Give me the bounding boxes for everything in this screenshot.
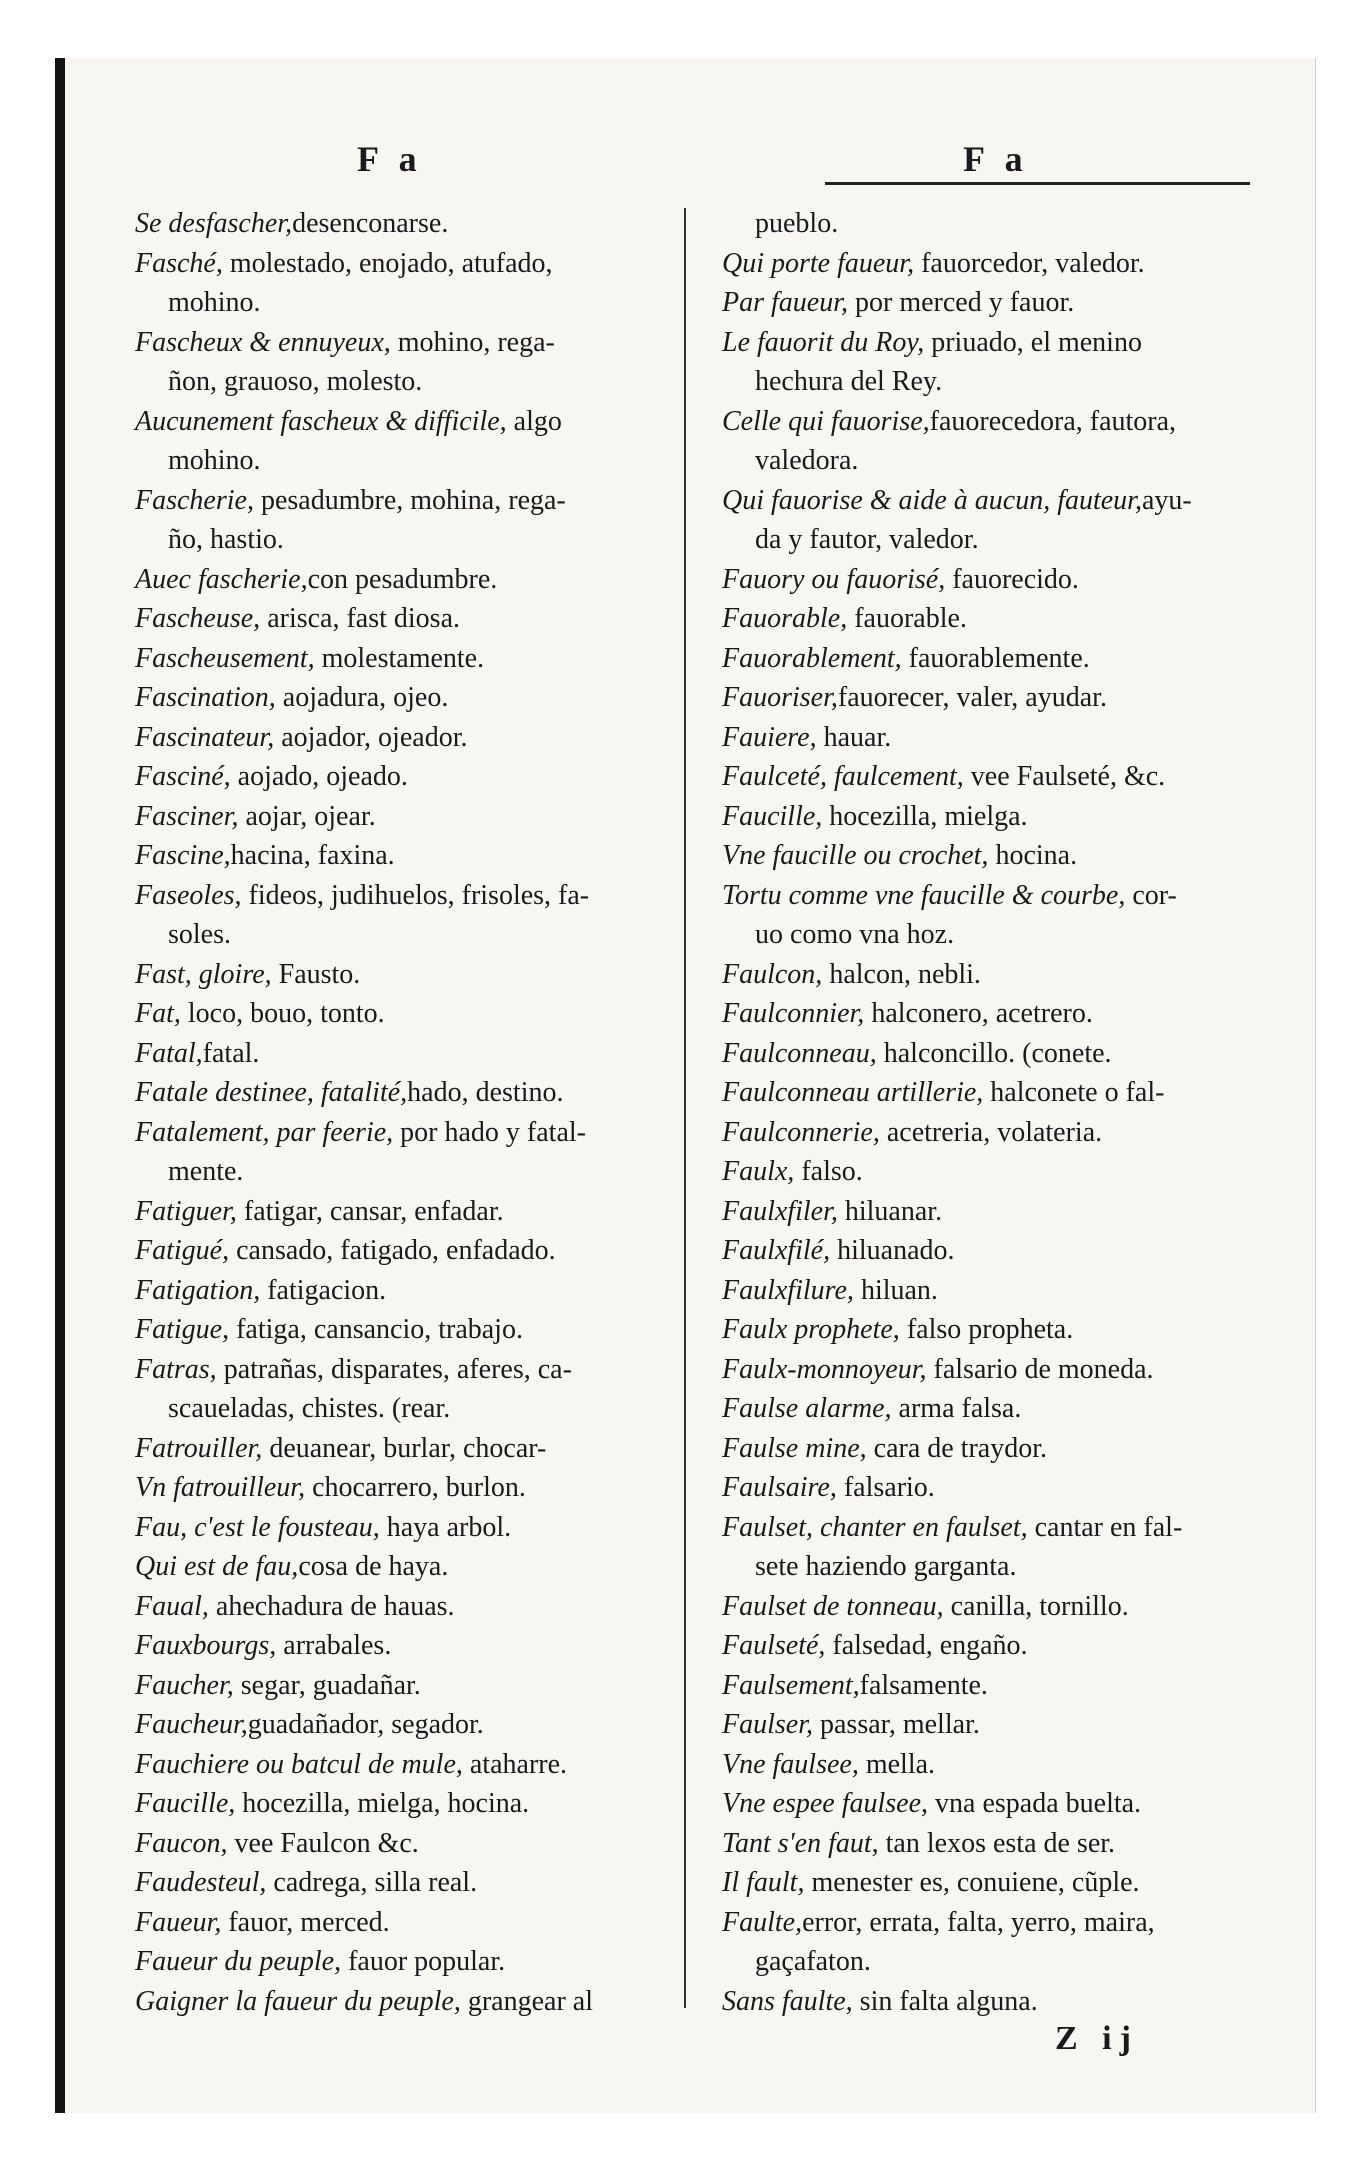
translation: sete haziendo garganta. [755,1551,1017,1582]
dictionary-line [722,1903,1262,1943]
translation: cantar en fal- [1027,1511,1183,1543]
headword: Faulsement, [722,1669,860,1701]
headword: Faulxfilure, [722,1274,854,1306]
translation: chocarrero, burlon. [305,1472,526,1503]
dictionary-line [722,323,1262,363]
dictionary-line [722,481,1262,521]
translation: hado, destino. [407,1077,564,1108]
translation: halcon, nebli. [822,958,981,990]
dictionary-line [722,797,1262,837]
translation: fauorablemente. [901,642,1090,674]
translation: aojador, ojeador. [274,721,468,753]
dictionary-line [722,1547,1262,1587]
translation: hocezilla, mielga, hocina. [235,1788,530,1819]
dictionary-line [135,1468,660,1508]
dictionary-line [135,204,660,244]
headword: Fauchiere ou batcul de mule, [135,1748,463,1780]
headword: Fauory ou fauorisé, [722,563,946,595]
translation: falsario de moneda. [926,1353,1154,1385]
headword: Fatal, [135,1037,203,1069]
headword: Qui porte faueur, [722,247,915,279]
headword: Fascine, [135,840,231,871]
headword: Fatigation, [135,1274,261,1306]
dictionary-line [722,1310,1262,1350]
headword: Qui fauorise & aide à aucun, fauteur, [722,484,1142,516]
translation: hiluanar. [837,1195,943,1227]
translation: fauorable. [847,603,967,634]
translation: mohino. [168,287,261,318]
dictionary-line [135,1152,660,1192]
translation: molestado, enojado, atufado, [222,247,553,279]
headword: Faual, [135,1590,209,1622]
translation: halconero, acetrero. [864,998,1093,1029]
translation: segar, guadañar. [233,1669,421,1701]
headword: Fauxbourgs, [135,1630,277,1661]
headword: Fatigué, [135,1235,230,1266]
translation: menester es, conuiene, cũple. [804,1867,1140,1898]
dictionary-line [135,797,660,837]
headword: Se desfascher, [135,208,293,239]
dictionary-line [722,1429,1262,1469]
translation: fideos, judihuelos, frisoles, fa- [241,879,590,911]
headword: Faulse alarme, [722,1393,892,1424]
dictionary-line [135,757,660,797]
dictionary-line [722,560,1262,600]
dictionary-line [135,1113,660,1153]
headword: Vne faucille ou crochet, [722,840,989,871]
translation: haya arbol. [379,1511,512,1543]
dictionary-line [722,1666,1262,1706]
dictionary-line [722,520,1262,560]
dictionary-line [722,1942,1262,1982]
translation: gaçafaton. [755,1946,871,1977]
headword: Fascheux & ennuyeux, [135,326,391,358]
dictionary-line [135,1863,660,1903]
headword: Qui est de fau, [135,1551,299,1582]
translation: aojadura, ojeo. [275,682,449,713]
dictionary-line [135,1784,660,1824]
translation: pueblo. [755,208,839,239]
dictionary-line [135,323,660,363]
translation: falso. [794,1156,863,1187]
headword: Faucille, [135,1788,236,1819]
dictionary-line [135,1903,660,1943]
dictionary-line [722,1034,1262,1074]
translation: fatal. [202,1037,260,1069]
headword: Fascheusement, [135,642,315,674]
translation: tan lexos esta de ser. [878,1827,1116,1859]
translation: Fausto. [271,958,361,990]
headword: Faulconneau artillerie, [722,1077,984,1108]
dictionary-line [722,678,1262,718]
translation: fauorcedor, valedor. [914,247,1145,279]
headword: Auec fascherie, [135,563,308,595]
translation: fauor popular. [341,1946,506,1977]
dictionary-line [722,1863,1262,1903]
dictionary-line [135,639,660,679]
dictionary-line [722,1784,1262,1824]
dictionary-line [135,1310,660,1350]
dictionary-line [135,1666,660,1706]
column-divider [684,208,686,2008]
headword: Sans faulte, [722,1985,853,2017]
dictionary-line [135,994,660,1034]
headword: Par faueur, [722,287,848,318]
headword: Faulconneau, [722,1037,877,1069]
translation: con pesadumbre. [307,563,498,595]
translation: mohino. [168,445,261,476]
translation: fatigar, cansar, enfadar. [236,1195,504,1227]
right-column [722,204,1262,2021]
dictionary-line [135,1073,660,1113]
headword: Fat, [135,998,181,1029]
translation: fatiga, cansancio, trabajo. [229,1314,523,1345]
translation: halconcillo. (conete. [876,1037,1112,1069]
translation: guadañador, segador. [247,1709,484,1740]
headword: Faulconnier, [722,998,865,1029]
headword: Fasciné, [135,761,231,792]
dictionary-line [135,1982,660,2022]
headword: Fatras, [135,1353,217,1385]
translation: fauorecido. [945,563,1079,595]
headword: Fascheuse, [135,603,261,634]
dictionary-line [135,1508,660,1548]
headword: Faulcon, [722,958,823,990]
dictionary-line [722,283,1262,323]
running-head-left: F a [357,139,423,179]
translation: mella. [858,1748,936,1780]
dictionary-line [135,1389,660,1429]
translation: por hado y fatal- [393,1116,586,1148]
dictionary-line [722,1113,1262,1153]
dictionary-line [722,402,1262,442]
dictionary-line [722,639,1262,679]
translation: acetreria, volateria. [879,1116,1103,1148]
dictionary-line [722,1824,1262,1864]
translation: hocina. [988,840,1078,871]
headword: Faucille, [722,800,823,832]
dictionary-line [722,1508,1262,1548]
left-column [135,204,660,2021]
headword: Fatiguer, [135,1195,237,1227]
translation: arisca, fast diosa. [260,603,461,634]
dictionary-line [722,955,1262,995]
headword: Faulsaire, [722,1472,837,1503]
translation: ño, hastio. [168,524,284,555]
headword: Faulx, [722,1156,795,1187]
translation: hechura del Rey. [755,366,943,397]
headword: Tortu comme vne faucille & courbe, [722,879,1126,911]
headword: Faucher, [135,1669,234,1701]
translation: hiluan. [853,1274,938,1306]
translation: sin falta alguna. [852,1985,1038,2017]
translation: hauar. [816,721,892,753]
translation: canilla, tornillo. [943,1590,1129,1622]
headword: Fascinateur, [135,721,275,753]
dictionary-line [722,1587,1262,1627]
translation: patrañas, disparates, aferes, ca- [216,1353,572,1385]
translation: fauorecer, valer, ayudar. [837,682,1107,713]
translation: desenconarse. [292,208,449,239]
translation: valedora. [755,445,859,476]
dictionary-line [722,1389,1262,1429]
dictionary-line [722,876,1262,916]
dictionary-line [722,1982,1262,2022]
book-page [55,58,1316,2113]
dictionary-line [722,1745,1262,1785]
dictionary-line [722,757,1262,797]
dictionary-line [722,362,1262,402]
dictionary-line [135,1824,660,1864]
translation: por merced y fauor. [848,287,1075,318]
dictionary-line [722,1152,1262,1192]
translation: ahechadura de hauas. [208,1590,455,1622]
dictionary-line [722,1271,1262,1311]
translation: halconete o fal- [983,1077,1165,1108]
headword: Fau, c'est le fousteau, [135,1511,380,1543]
dictionary-line [135,1192,660,1232]
headword: Faulx-monnoyeur, [722,1353,927,1385]
translation: falsamente. [859,1669,988,1701]
headword: Faulseté, [722,1630,826,1661]
dictionary-line [135,599,660,639]
headword: Faulse mine, [722,1432,867,1464]
headword: Faucon, [135,1827,228,1859]
translation: ataharre. [462,1748,568,1780]
dictionary-line [135,955,660,995]
translation: vna espada buelta. [928,1788,1142,1819]
translation: cosa de haya. [298,1551,449,1582]
translation: falsario. [836,1472,935,1503]
headword: Il fault, [722,1867,805,1898]
headword: Tant s'en faut, [722,1827,879,1859]
translation: loco, bouo, tonto. [180,998,385,1029]
dictionary-line [135,1587,660,1627]
signature-mark: Z ij [1055,2020,1139,2057]
headword: Vn fatrouilleur, [135,1472,306,1503]
headword: Faulte, [722,1906,803,1938]
translation: cor- [1125,879,1177,911]
dictionary-line [135,283,660,323]
translation: fauorecedora, fautora, [929,405,1177,437]
dictionary-line [722,441,1262,481]
dictionary-line [135,441,660,481]
dictionary-line [135,876,660,916]
headword: Gaigner la faueur du peuple, [135,1985,461,2017]
dictionary-line [135,1350,660,1390]
dictionary-line [135,1942,660,1982]
translation: aojado, ojeado. [230,761,408,792]
translation: falsedad, engaño. [825,1630,1028,1661]
dictionary-line [722,1231,1262,1271]
translation: passar, mellar. [813,1709,980,1740]
translation: mente. [168,1156,244,1187]
headword: Fauorablement, [722,642,902,674]
dictionary-line [135,362,660,402]
headword: Fasciner, [135,800,239,832]
dictionary-line [722,718,1262,758]
dictionary-line [722,1468,1262,1508]
dictionary-line [135,1745,660,1785]
translation: soles. [168,919,231,950]
translation: hocezilla, mielga. [822,800,1028,832]
translation: da y fautor, valedor. [755,524,979,555]
headword: Vne faulsee, [722,1748,859,1780]
headword: Faulser, [722,1709,813,1740]
dictionary-line [722,599,1262,639]
translation: vee Faulseté, &c. [963,761,1166,792]
translation: cansado, fatigado, enfadado. [229,1235,556,1266]
translation: uo como vna hoz. [755,919,955,950]
headword: Faulxfiler, [722,1195,838,1227]
translation: error, errata, falta, yerro, maira, [802,1906,1155,1938]
translation: cara de traydor. [866,1432,1047,1464]
dictionary-line [722,1626,1262,1666]
dictionary-line [135,1429,660,1469]
headword: Aucunement fascheux & difficile, [135,405,507,437]
headword: Fast, gloire, [135,958,272,990]
translation: mohino, rega- [390,326,555,358]
dictionary-line [135,1271,660,1311]
headword: Faulconnerie, [722,1116,880,1148]
translation: falso propheta. [899,1314,1074,1345]
running-head-right: F a [963,139,1029,179]
headword: Fauoriser, [722,682,838,713]
headword: Fauorable, [722,603,848,634]
dictionary-line [135,1705,660,1745]
translation: deuanear, burlar, chocar- [262,1432,547,1464]
headword: Faulx prophete, [722,1314,900,1345]
dictionary-line [135,481,660,521]
translation: cadrega, silla real. [266,1867,478,1898]
headword: Fascination, [135,682,276,713]
translation: arrabales. [276,1630,392,1661]
dictionary-line [722,1192,1262,1232]
dictionary-line [135,1626,660,1666]
headword: Celle qui fauorise, [722,405,930,437]
headword: Faudesteul, [135,1867,267,1898]
translation: priuado, el menino [924,326,1142,358]
translation: ayu- [1141,484,1192,516]
dictionary-line [135,915,660,955]
dictionary-line [722,204,1262,244]
translation: algo [506,405,562,437]
dictionary-line [135,718,660,758]
translation: pesadumbre, mohina, rega- [253,484,566,516]
dictionary-line [722,836,1262,876]
headword: Fascherie, [135,484,254,516]
headword: Fatrouiller, [135,1432,263,1464]
dictionary-line [722,244,1262,284]
headword: Faueur du peuple, [135,1946,342,1977]
dictionary-line [135,1231,660,1271]
dictionary-line [722,1705,1262,1745]
translation: hiluanado. [830,1235,955,1266]
dictionary-line [135,1034,660,1074]
translation: fatigacion. [260,1274,387,1306]
headword: Le fauorit du Roy, [722,326,925,358]
dictionary-line [135,678,660,718]
headword: Faucheur, [135,1709,248,1740]
headword: Fatigue, [135,1314,230,1345]
headword: Fatale destinee, fatalité, [135,1077,408,1108]
headword: Fatalement, par feerie, [135,1116,394,1148]
headword: Faulset, chanter en faulset, [722,1511,1028,1543]
translation: hacina, faxina. [230,840,395,871]
translation: scaueladas, chistes. (rear. [168,1393,451,1424]
dictionary-line [135,836,660,876]
dictionary-line [135,520,660,560]
translation: fauor, merced. [221,1906,390,1938]
translation: aojar, ojear. [238,800,376,832]
dictionary-line [722,994,1262,1034]
translation: grangear al [460,1985,593,2017]
headword: Vne espee faulsee, [722,1788,929,1819]
dictionary-line [722,1350,1262,1390]
translation: ñon, grauoso, molesto. [168,366,423,397]
dictionary-line [135,560,660,600]
dictionary-line [722,915,1262,955]
header-rule [825,182,1250,185]
headword: Fauiere, [722,721,817,753]
translation: arma falsa. [891,1393,1022,1424]
translation: vee Faulcon &c. [227,1827,419,1859]
headword: Faulceté, faulcement, [722,761,964,792]
headword: Fasché, [135,247,223,279]
dictionary-line [722,1073,1262,1113]
headword: Faseoles, [135,879,242,911]
translation: molestamente. [314,642,485,674]
dictionary-line [135,244,660,284]
headword: Faulxfilé, [722,1235,831,1266]
dictionary-line [135,402,660,442]
headword: Faulset de tonneau, [722,1590,944,1622]
dictionary-line [135,1547,660,1587]
headword: Faueur, [135,1906,222,1938]
